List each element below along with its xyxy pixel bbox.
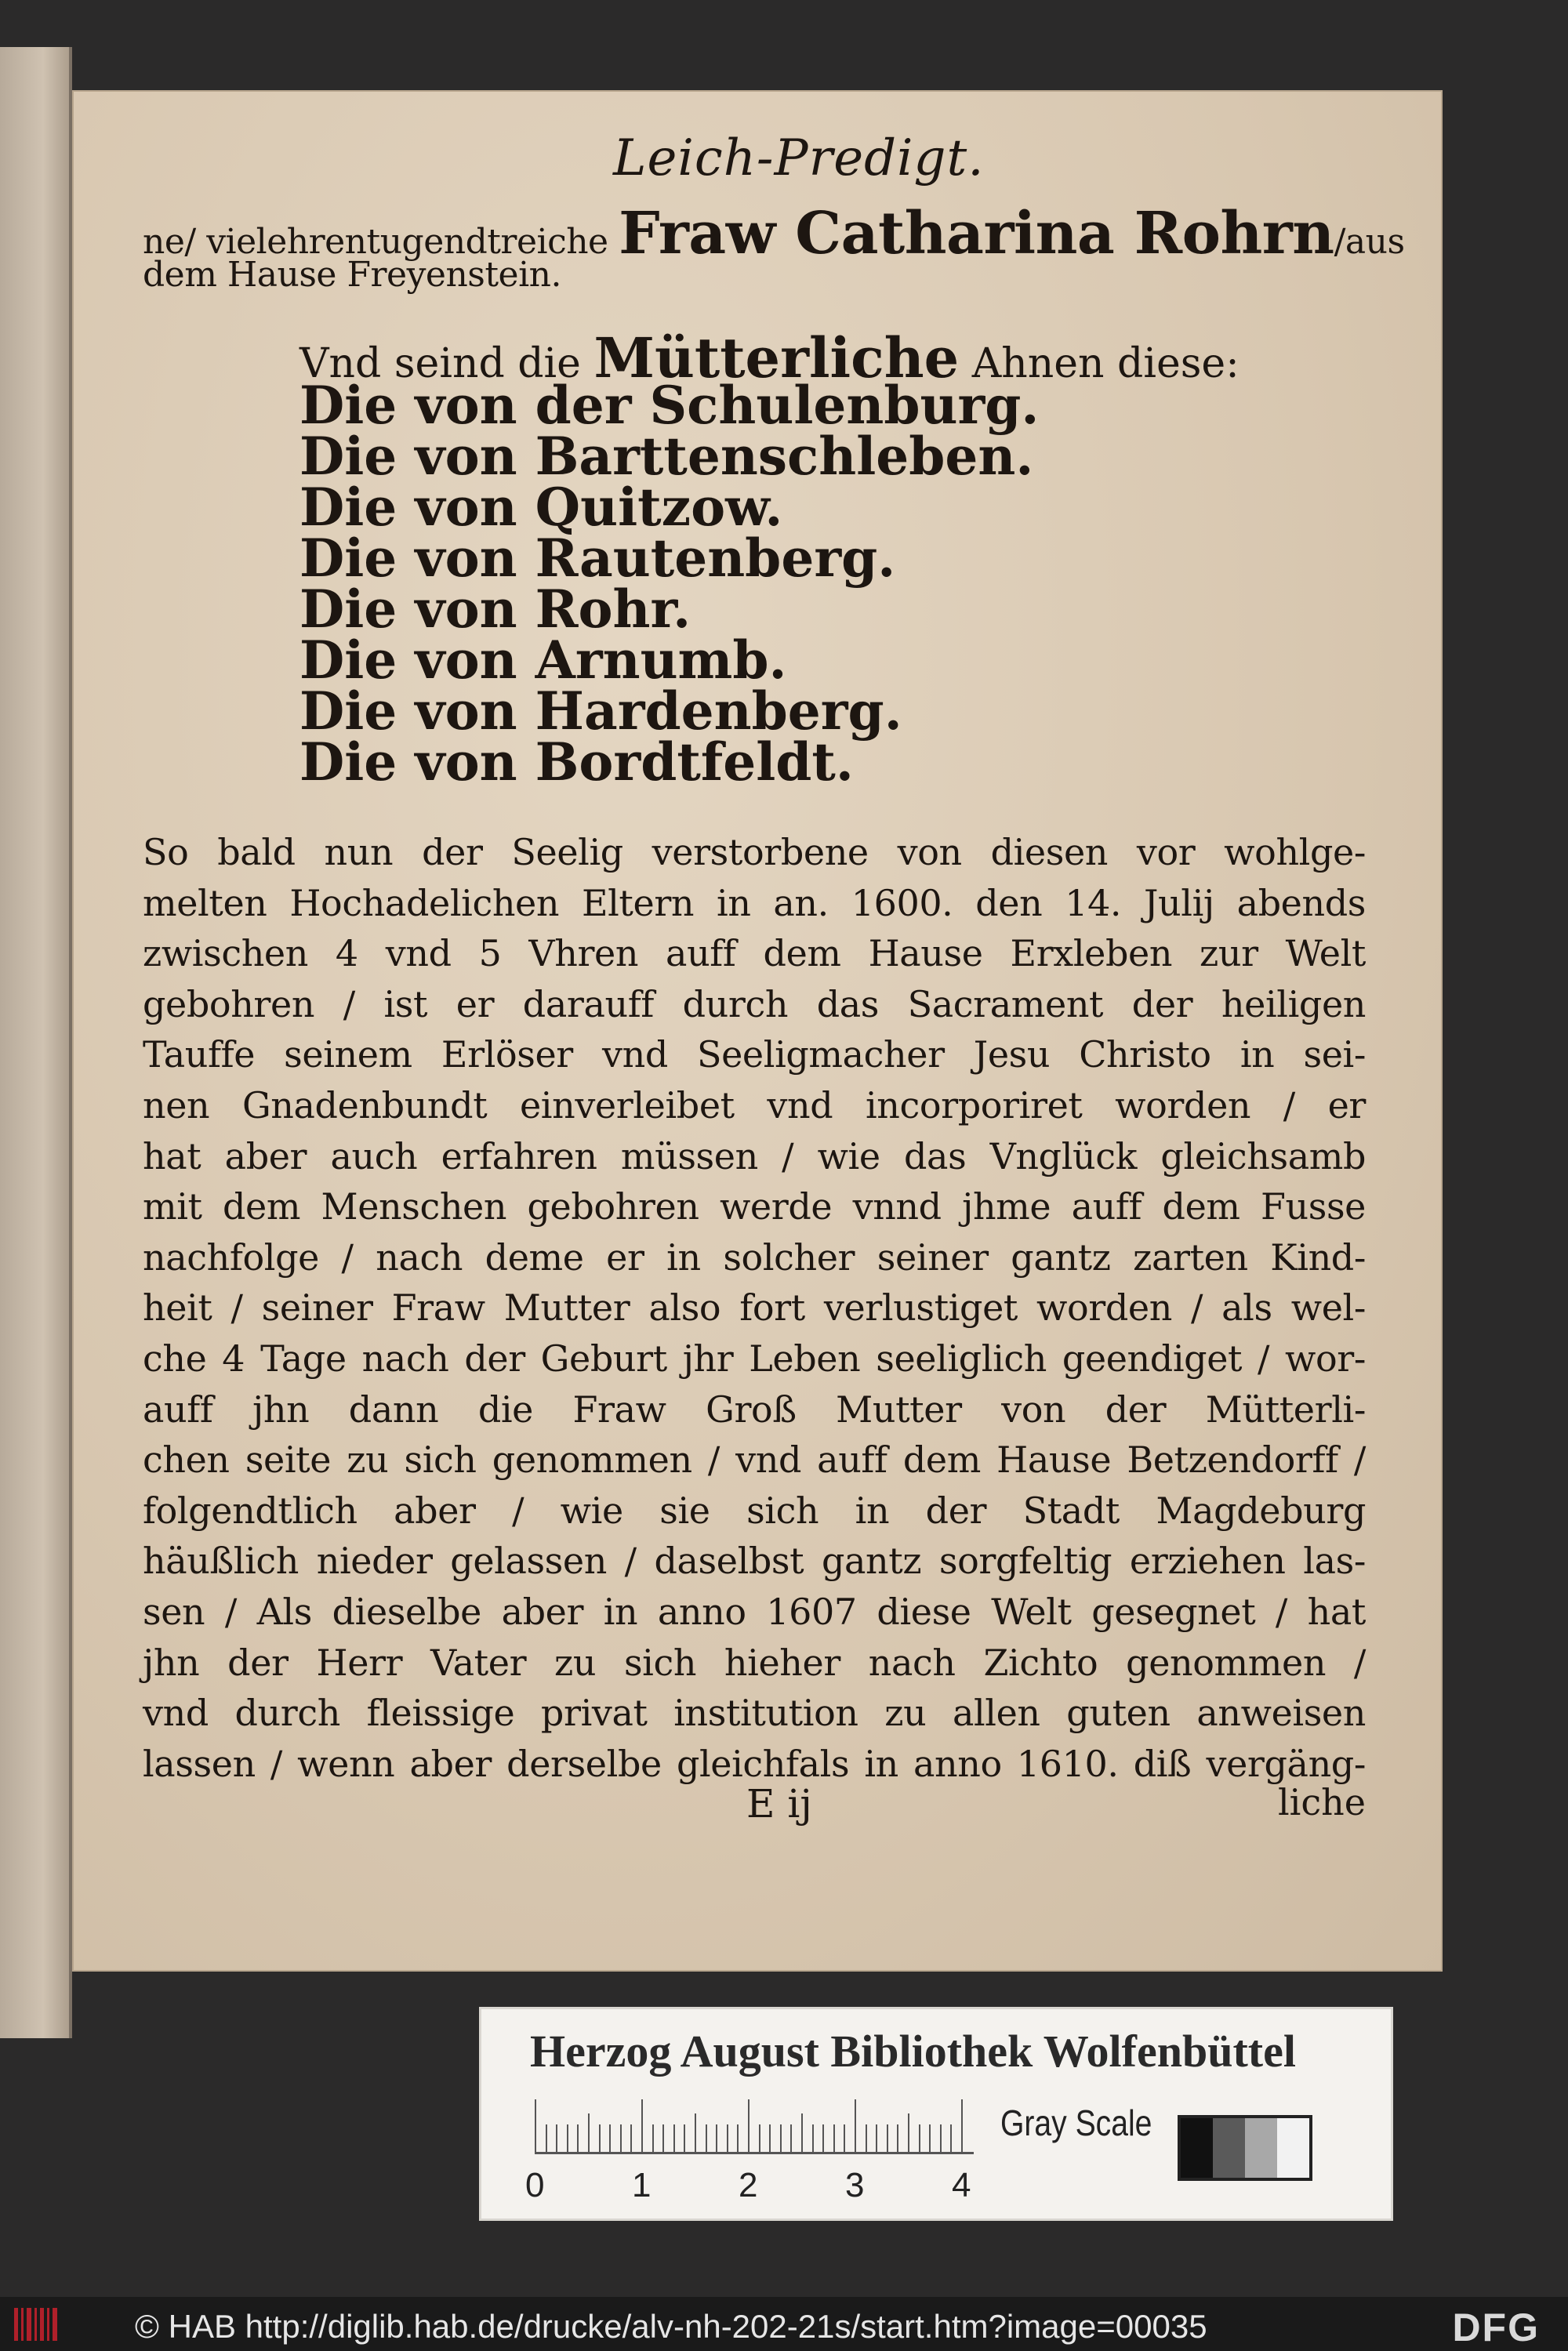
gray-swatch-white: [1277, 2118, 1309, 2178]
ruler-tick: [908, 2113, 909, 2154]
intro-text: dem Hause Freyenstein.: [143, 255, 561, 295]
intro-text-end: /aus: [1334, 222, 1405, 262]
body-line: heit / seiner Fraw Mutter also fort verlustiget worden / als wel-: [143, 1286, 1366, 1330]
gray-swatch-dark: [1213, 2118, 1245, 2178]
body-line: hat aber auch erfahren müssen / wie das Vnglück gleichsamb: [143, 1134, 1366, 1177]
ruler-tick: [844, 2124, 845, 2154]
ruler-tick: [866, 2124, 867, 2154]
dfg-logo: DFG: [1452, 2306, 1540, 2349]
ruler-tick: [769, 2124, 771, 2154]
ancestors-list: [299, 375, 1040, 793]
scale-card: [481, 2009, 1391, 2219]
body-line: zwischen 4 vnd 5 Vhren auff dem Hause Erxleben zur Welt: [143, 932, 1366, 975]
ruler-tick: [759, 2124, 760, 2154]
body-line: Tauffe seinem Erlöser vnd Seeligmacher Jesu Christo in sei-: [143, 1033, 1366, 1076]
ruler-tick: [599, 2124, 601, 2154]
ancestor-item: Die von Quitzow.: [299, 477, 783, 538]
gray-swatch-light: [1245, 2118, 1277, 2178]
ruler-number: 0: [525, 2166, 545, 2204]
library-name: Herzog August Bibliothek Wolfenbüttel: [530, 2026, 1296, 2077]
ruler-tick: [833, 2124, 835, 2154]
heading-emphasis: Mütterliche: [593, 325, 960, 390]
body-line: mit dem Menschen gebohren werde vnnd jhme auff dem Fusse: [143, 1185, 1366, 1228]
ruler-tick: [567, 2124, 568, 2154]
ruler-tick: [940, 2124, 942, 2154]
ruler-tick: [716, 2124, 717, 2154]
ruler-tick: [652, 2124, 654, 2154]
ruler-tick: [641, 2099, 643, 2154]
body-line: So bald nun der Seelig verstorbene von diesen vor wohlge-: [143, 831, 1366, 873]
ruler-tick: [706, 2124, 707, 2154]
catchword: liche: [1277, 1781, 1366, 1823]
footer-bar: [0, 2297, 1568, 2351]
signature-mark: E ij: [746, 1781, 812, 1827]
ruler-tick: [609, 2124, 611, 2154]
source-credit-link[interactable]: © HAB http://diglib.hab.de/drucke/alv-nh-202-21s/start.htm?image=00035: [135, 2308, 1207, 2345]
body-line: gebohren / ist er darauff durch das Sacrament der heiligen: [143, 982, 1366, 1025]
body-line: lassen / wenn aber derselbe gleichfals in anno 1610. diß vergäng-: [143, 1742, 1366, 1785]
gray-scale-swatches: [1178, 2115, 1312, 2181]
ruler-tick: [897, 2124, 898, 2154]
page-footer-row: [143, 1781, 1366, 1828]
ruler-tick: [695, 2113, 696, 2154]
ruler-tick: [801, 2113, 803, 2154]
ruler-number: 1: [632, 2166, 652, 2204]
body-line: vnd durch fleissige privat institution zu allen guten anweisen: [143, 1692, 1366, 1735]
ancestor-item: Die von Bordtfeldt.: [299, 731, 854, 793]
ruler-tick: [630, 2124, 632, 2154]
intro-name-emphasis: Fraw Catharina Rohrn: [619, 200, 1334, 267]
ruler-tick: [876, 2124, 877, 2154]
body-line: chen seite zu sich genommen / vnd auff dem Hause Betzendorff /: [143, 1439, 1366, 1482]
ruler-tick: [812, 2124, 814, 2154]
body-line: auff jhn dann die Fraw Groß Mutter von der Mütterli-: [143, 1388, 1366, 1431]
ruler-tick: [919, 2124, 920, 2154]
ruler-tick: [556, 2124, 557, 2154]
ruler-tick: [961, 2099, 963, 2154]
gray-scale-label: Gray Scale: [1000, 2102, 1152, 2143]
gray-swatch-black: [1181, 2118, 1213, 2178]
ancestor-item: Die von der Schulenburg.: [299, 375, 1040, 436]
barcode-icon: [14, 2308, 61, 2341]
body-line: sen / Als dieselbe aber in anno 1607 diese Welt gesegnet / hat: [143, 1590, 1366, 1633]
ruler-tick: [780, 2124, 782, 2154]
ruler-tick: [822, 2124, 824, 2154]
ruler-tick: [673, 2124, 675, 2154]
ruler-tick: [727, 2124, 728, 2154]
intro-line-2: [143, 255, 561, 295]
body-line: nachfolge / nach deme er in solcher seiner gantz zarten Kind-: [143, 1235, 1366, 1279]
running-head: Leich-Predigt.: [613, 129, 985, 187]
ruler-number: 4: [952, 2166, 971, 2204]
body-line: nen Gnadenbundt einverleibet vnd incorporiret worden / er: [143, 1083, 1366, 1127]
ruler-number: 3: [845, 2166, 865, 2204]
body-line: jhn der Herr Vater zu sich hieher nach Zichto genommen /: [143, 1641, 1366, 1684]
ancestor-item: Die von Barttenschleben.: [299, 426, 1034, 487]
body-line: che 4 Tage nach der Geburt jhr Leben seeliglich geendiget / wor-: [143, 1337, 1366, 1380]
scanned-page: [72, 90, 1443, 1972]
ruler-tick: [662, 2124, 664, 2154]
ancestor-item: Die von Arnumb.: [299, 629, 787, 691]
previous-page-edge: [0, 47, 72, 2038]
ruler-tick: [737, 2124, 739, 2154]
body-line: melten Hochadelichen Eltern in an. 1600. den 14. Julij abends: [143, 881, 1366, 924]
ruler-tick: [790, 2124, 792, 2154]
ancestor-item: Die von Rohr.: [299, 579, 691, 640]
body-line: folgendtlich aber / wie sie sich in der Stadt Magdeburg: [143, 1489, 1366, 1532]
ruler-tick: [535, 2099, 536, 2154]
ancestor-item: Die von Rautenberg.: [299, 528, 896, 589]
ruler-tick: [588, 2113, 590, 2154]
ruler: [535, 2099, 974, 2154]
ruler-tick: [620, 2124, 622, 2154]
ruler-tick: [748, 2099, 750, 2154]
ruler-tick: [855, 2099, 856, 2154]
ancestor-item: Die von Hardenberg.: [299, 680, 902, 742]
ruler-tick: [887, 2124, 888, 2154]
ruler-tick: [684, 2124, 685, 2154]
ruler-tick: [950, 2124, 952, 2154]
ruler-tick: [577, 2124, 579, 2154]
ruler-tick: [929, 2124, 931, 2154]
intro-text: ne/ vielehrentugendtreiche: [143, 222, 619, 262]
ruler-tick: [546, 2124, 547, 2154]
heading-text: Vnd seind die: [299, 340, 594, 387]
heading-text-end: Ahnen diese:: [959, 340, 1240, 387]
body-paragraph: [143, 827, 1366, 1789]
ruler-number: 2: [739, 2166, 758, 2204]
body-line: häußlich nieder gelassen / daselbst gantz sorgfeltig erziehen las-: [143, 1540, 1366, 1583]
